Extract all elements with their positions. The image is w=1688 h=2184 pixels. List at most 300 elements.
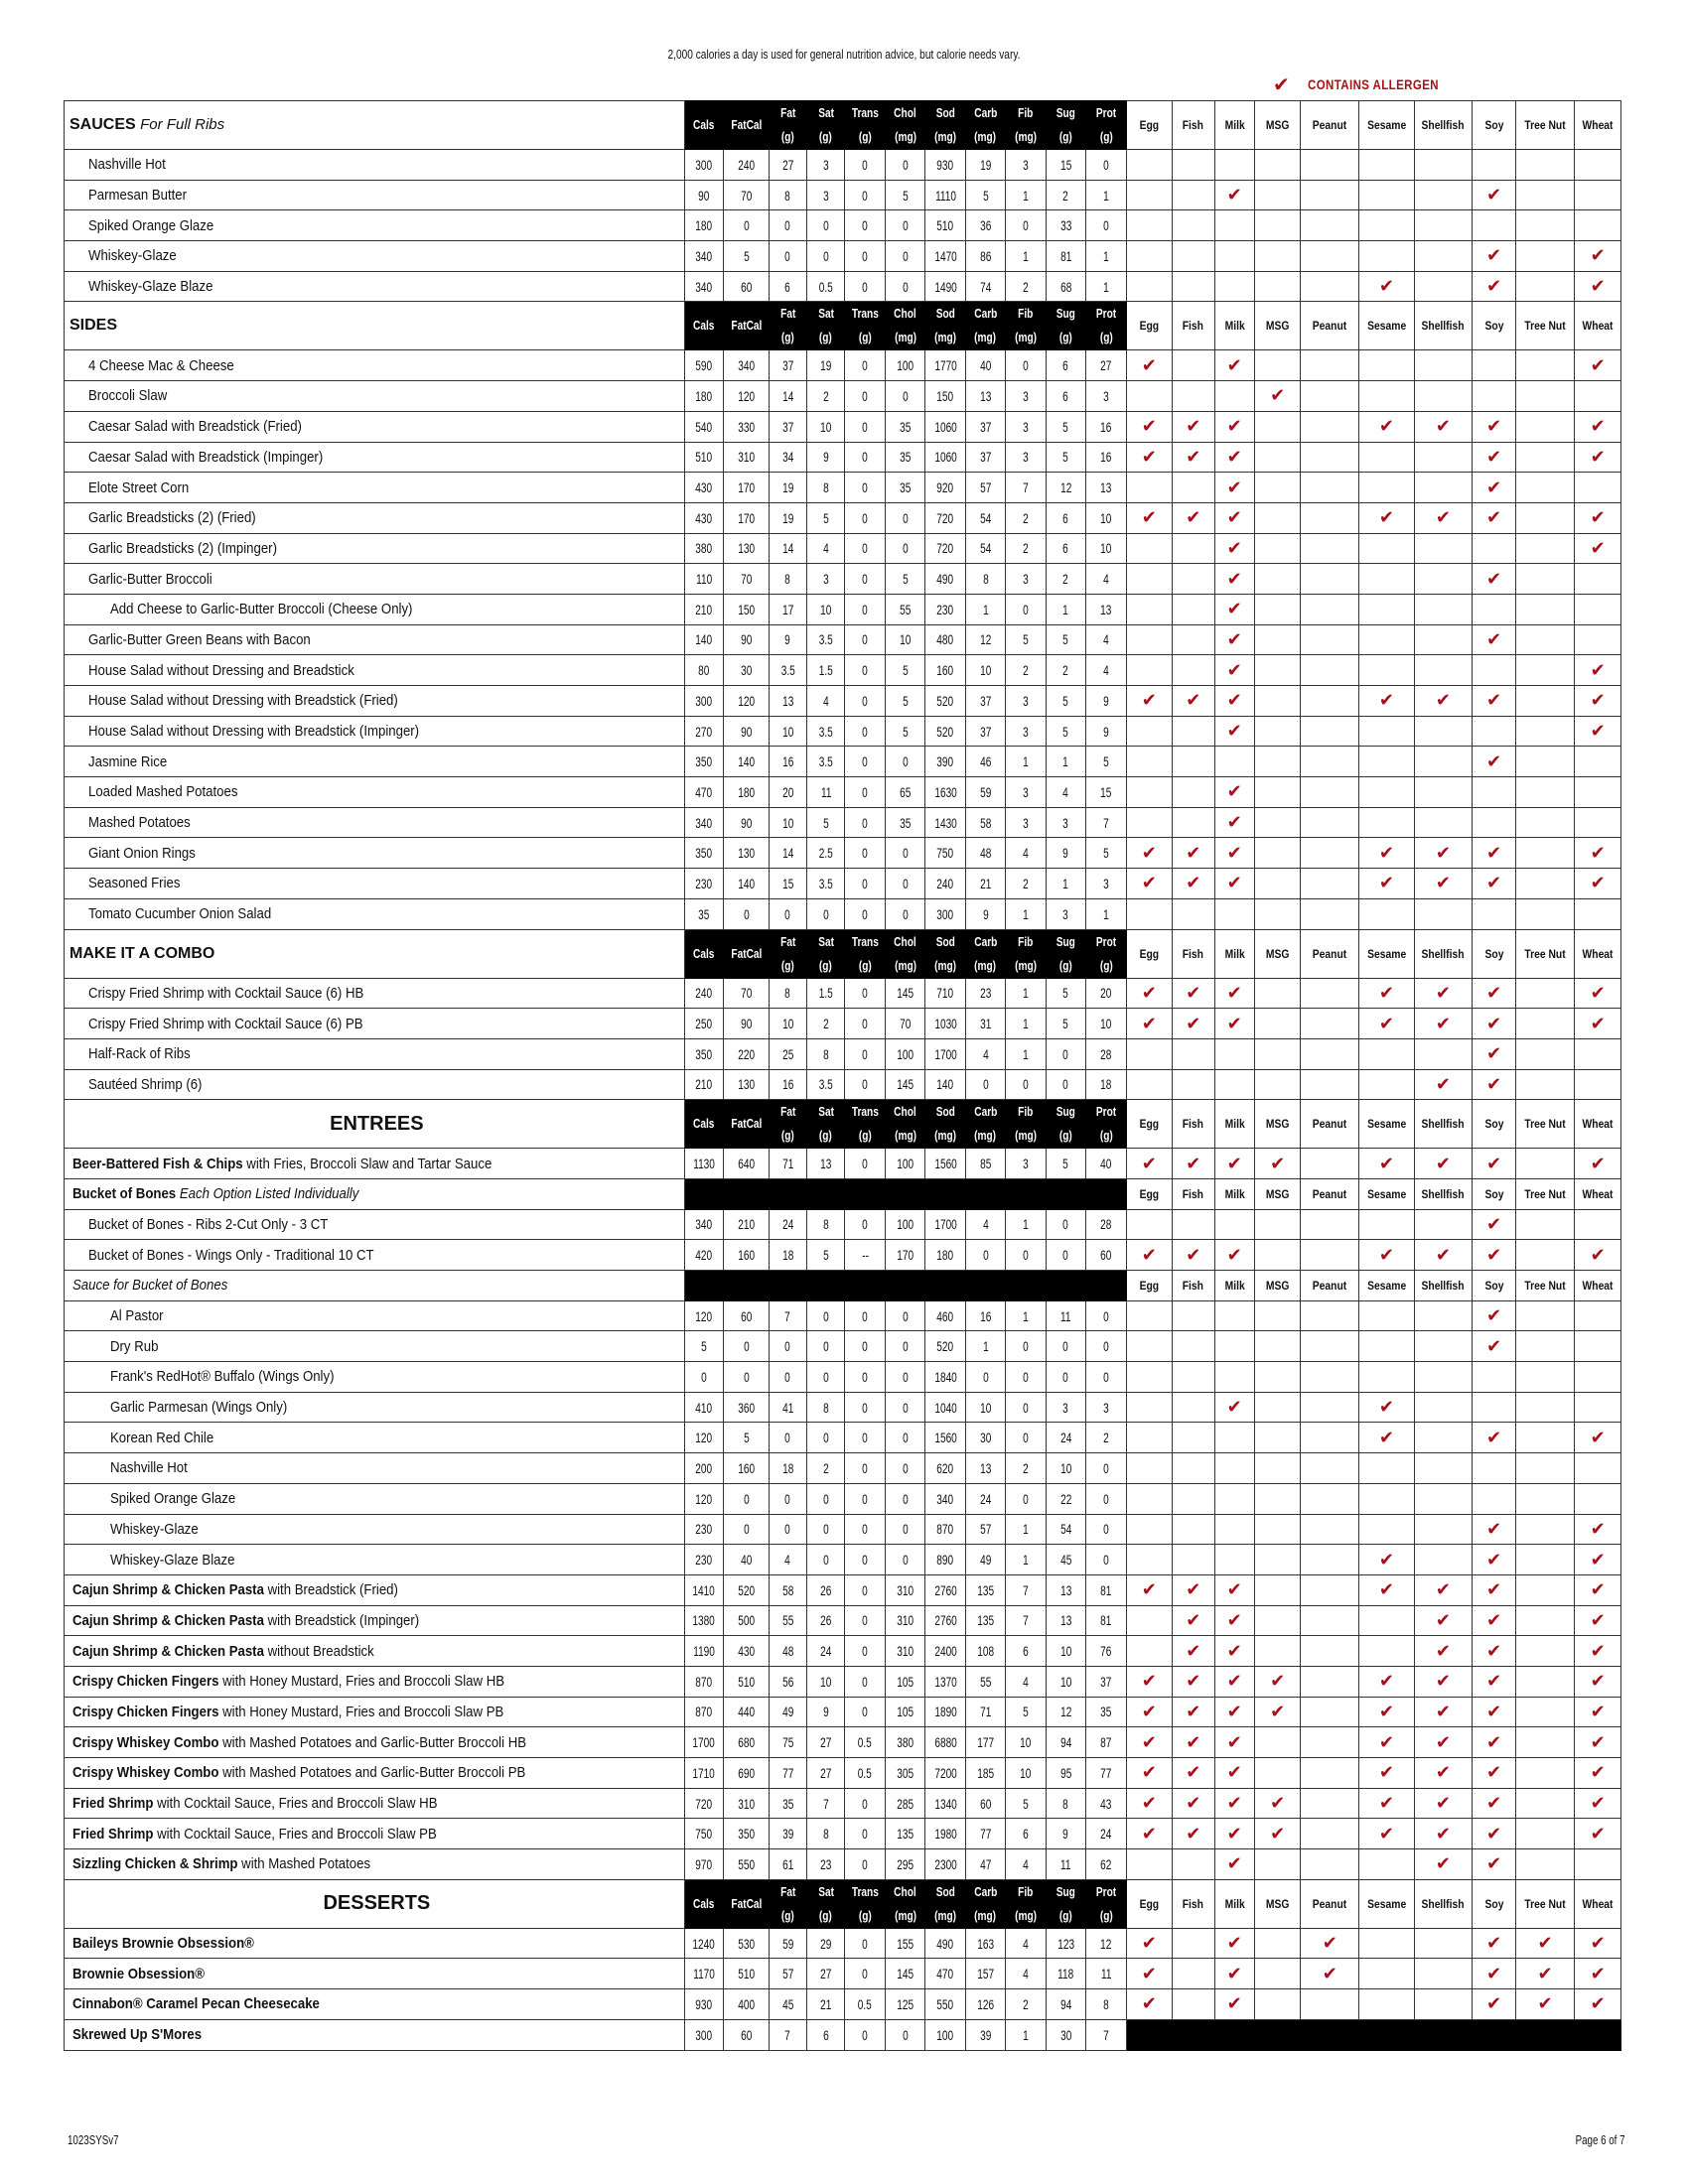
allergen-cell-shellfish <box>1414 1727 1473 1758</box>
nutrient-value-6 <box>925 1697 965 1727</box>
nutrient-value-text: 90 <box>740 1016 753 1032</box>
nutrient-value-8 <box>1006 241 1046 272</box>
nutrient-value-text: 1 <box>1103 187 1109 204</box>
item-name <box>65 381 685 412</box>
item-name-text <box>88 479 189 496</box>
nutrient-value-9 <box>1046 1959 1085 1989</box>
nutrient-value-text: 18 <box>781 1247 793 1264</box>
allergen-cell-fish <box>1173 1819 1214 1849</box>
check-icon: ✔ <box>1226 1731 1242 1752</box>
nutrient-header-unit: (g) <box>858 957 872 973</box>
nutrient-value-text: 5 <box>1103 753 1109 770</box>
allergen-cell-tree-nut <box>1515 1928 1575 1959</box>
nutrient-header-5 <box>885 1100 924 1149</box>
nutrient-value-text: 720 <box>695 1795 713 1812</box>
nutrient-value-2 <box>769 1483 806 1514</box>
nutrient-value-text: 0 <box>862 1521 869 1538</box>
nutrient-value-text: 5 <box>1023 1795 1029 1812</box>
allergen-header-label: Soy <box>1484 946 1503 961</box>
nutrient-value-5 <box>885 1788 924 1819</box>
nutrient-value-10 <box>1086 1959 1126 1989</box>
nutrient-value-text: 4 <box>982 1045 989 1062</box>
allergen-header-fish <box>1173 1879 1214 1928</box>
allergen-cell-tree-nut <box>1515 350 1575 381</box>
table-row <box>65 747 1621 777</box>
nutrient-value-text: 540 <box>695 418 713 435</box>
nutrient-value-10 <box>1086 1636 1126 1667</box>
nutrient-value-text: 68 <box>1059 278 1071 295</box>
item-name-text <box>88 509 256 526</box>
nutrient-value-2 <box>769 1849 806 1880</box>
nutrient-value-9 <box>1046 898 1085 929</box>
nutrient-value-4 <box>845 502 885 533</box>
nutrient-header-top: Trans <box>851 933 879 949</box>
nutrient-value-1 <box>724 271 769 302</box>
nutrient-value-3 <box>807 564 845 595</box>
allergen-cell-peanut <box>1301 502 1359 533</box>
allergen-cell-shellfish <box>1414 1392 1473 1423</box>
allergen-cell-tree-nut <box>1515 1697 1575 1727</box>
nutrient-value-8 <box>1006 1758 1046 1789</box>
nutrient-value-text: 120 <box>695 1307 713 1324</box>
nutrient-value-text: 0 <box>1103 1521 1109 1538</box>
allergen-cell-sesame <box>1359 1605 1415 1636</box>
section-header-row <box>65 302 1621 350</box>
allergen-cell-wheat <box>1575 686 1621 717</box>
allergen-cell-msg <box>1254 898 1301 929</box>
nutrient-value-8 <box>1006 180 1046 210</box>
nutrient-value-text: 37 <box>1100 1673 1112 1690</box>
nutrient-header-top: Sug <box>1055 1883 1075 1899</box>
allergen-cell-peanut <box>1301 1605 1359 1636</box>
check-icon: ✔ <box>1590 721 1606 742</box>
check-icon: ✔ <box>1322 1933 1337 1954</box>
table-row <box>65 241 1621 272</box>
nutrient-value-text: 0 <box>862 692 869 709</box>
subsection-black-bar <box>684 1178 1126 1209</box>
nutrient-value-text: 4 <box>1103 571 1109 588</box>
item-name-text <box>110 1307 164 1324</box>
nutrient-value-text: 120 <box>738 692 755 709</box>
item-name-text <box>72 1612 419 1629</box>
nutrient-value-text: 30 <box>740 662 753 679</box>
nutrient-value-text: 25 <box>781 1045 793 1062</box>
allergen-cell-milk <box>1214 1928 1254 1959</box>
allergen-cell-wheat <box>1575 624 1621 655</box>
nutrient-value-1 <box>724 1069 769 1100</box>
allergen-cell-shellfish <box>1414 271 1473 302</box>
nutrient-value-3 <box>807 1574 845 1605</box>
nutrient-value-text: 1980 <box>933 1826 957 1843</box>
nutrient-value-10 <box>1086 1697 1126 1727</box>
item-name-bold: Cajun Shrimp & Chicken Pasta <box>72 1611 264 1629</box>
nutrient-header-10 <box>1086 101 1126 150</box>
allergen-cell-peanut <box>1301 241 1359 272</box>
allergen-cell-sesame <box>1359 747 1415 777</box>
nutrient-value-text: 49 <box>979 1552 992 1569</box>
nutrient-value-8 <box>1006 898 1046 929</box>
nutrient-value-text: 0 <box>822 1430 829 1446</box>
table-row <box>65 716 1621 747</box>
nutrient-value-7 <box>965 838 1005 869</box>
allergen-cell-egg <box>1126 442 1173 473</box>
nutrient-header-unit: (g) <box>1058 129 1072 144</box>
nutrient-value-9 <box>1046 1362 1085 1393</box>
allergen-cell-fish <box>1173 624 1214 655</box>
nutrient-value-1 <box>724 150 769 181</box>
nutrient-value-3 <box>807 1545 845 1575</box>
check-icon: ✔ <box>1435 1671 1452 1692</box>
allergen-cell-msg <box>1254 350 1301 381</box>
nutrient-value-2 <box>769 1989 806 2020</box>
allergen-header-msg <box>1254 1100 1301 1149</box>
allergen-cell-fish <box>1173 686 1214 717</box>
nutrient-value-2 <box>769 1959 806 1989</box>
nutrient-value-text: 1700 <box>933 1045 957 1062</box>
allergen-cell-msg <box>1254 747 1301 777</box>
nutrient-value-1 <box>724 533 769 564</box>
allergen-cell-msg <box>1254 1788 1301 1819</box>
nutrient-value-8 <box>1006 502 1046 533</box>
nutrient-value-text: 37 <box>979 692 992 709</box>
nutrient-value-text: 0 <box>1023 1076 1029 1093</box>
nutrient-value-text: 60 <box>979 1795 992 1812</box>
nutrient-value-10 <box>1086 869 1126 899</box>
allergen-cell-msg <box>1254 381 1301 412</box>
allergen-cell-wheat <box>1575 1666 1621 1697</box>
nutrient-value-0 <box>684 350 723 381</box>
check-icon: ✔ <box>1435 1073 1452 1094</box>
nutrient-value-2 <box>769 624 806 655</box>
nutrient-value-2 <box>769 180 806 210</box>
nutrient-value-9 <box>1046 716 1085 747</box>
check-icon: ✔ <box>1435 1762 1452 1783</box>
nutrient-value-text: 210 <box>738 1216 755 1233</box>
nutrient-header-top: Fat <box>779 1883 795 1899</box>
nutrient-value-text: 10 <box>1059 1459 1071 1476</box>
allergen-cell-shellfish <box>1414 1636 1473 1667</box>
nutrient-value-text: 2 <box>1023 278 1029 295</box>
nutrient-value-text: 135 <box>897 1826 914 1843</box>
nutrient-value-0 <box>684 1758 723 1789</box>
allergen-cell-soy <box>1473 1959 1515 1989</box>
nutrient-value-text: 0 <box>862 1704 869 1720</box>
allergen-cell-egg <box>1126 1928 1173 1959</box>
allergen-cell-fish <box>1173 1240 1214 1271</box>
nutrient-value-text: 35 <box>900 449 912 466</box>
item-name-text <box>88 217 213 234</box>
check-icon: ✔ <box>1485 1244 1502 1265</box>
check-icon: ✔ <box>1141 1579 1157 1600</box>
nutrient-value-8 <box>1006 747 1046 777</box>
nutrient-value-1 <box>724 777 769 808</box>
item-name-detail: with Honey Mustard, Fries and Broccoli Slaw HB <box>218 1673 505 1691</box>
allergen-cell-peanut <box>1301 1574 1359 1605</box>
allergen-cell-fish <box>1173 1788 1214 1819</box>
nutrient-value-text: 12 <box>1100 1935 1112 1952</box>
nutrient-header-unit: (mg) <box>894 1128 916 1144</box>
item-name-text <box>88 540 277 557</box>
nutrient-value-8 <box>1006 533 1046 564</box>
allergen-cell-soy <box>1473 1300 1515 1331</box>
check-icon: ✔ <box>1485 1518 1502 1539</box>
item-name-detail: Mashed Potatoes <box>88 814 191 832</box>
allergen-cell-wheat <box>1575 1423 1621 1453</box>
allergen-cell-wheat <box>1575 1605 1621 1636</box>
allergen-header-shellfish <box>1414 1178 1473 1209</box>
allergen-cell-msg <box>1254 1819 1301 1849</box>
nutrient-header-top: Sug <box>1055 105 1075 120</box>
nutrient-value-text: 1040 <box>933 1399 957 1416</box>
nutrient-value-10 <box>1086 1605 1126 1636</box>
nutrient-header-unit: (mg) <box>974 957 997 973</box>
check-icon: ✔ <box>1273 73 1290 96</box>
nutrient-value-text: 0 <box>862 387 869 404</box>
nutrient-value-7 <box>965 1392 1005 1423</box>
nutrient-value-text: 13 <box>781 692 793 709</box>
nutrient-value-5 <box>885 1392 924 1423</box>
nutrient-value-3 <box>807 1069 845 1100</box>
allergen-cell-peanut <box>1301 1453 1359 1484</box>
nutrient-header-9 <box>1046 101 1085 150</box>
allergen-header-label: Milk <box>1224 1278 1245 1293</box>
allergen-cell-fish <box>1173 807 1214 838</box>
nutrient-value-4 <box>845 1928 885 1959</box>
subsection-header-row <box>65 1178 1621 1209</box>
nutrient-value-5 <box>885 210 924 241</box>
allergen-cell-milk <box>1214 1666 1254 1697</box>
allergen-cell-peanut <box>1301 1240 1359 1271</box>
nutrient-value-8 <box>1006 1849 1046 1880</box>
allergen-cell-fish <box>1173 1453 1214 1484</box>
nutrient-value-0 <box>684 1392 723 1423</box>
allergen-header-msg <box>1254 1271 1301 1301</box>
item-name <box>65 1788 685 1819</box>
nutrient-value-text: 1410 <box>692 1581 716 1598</box>
nutrient-value-text: 4 <box>1062 783 1069 800</box>
nutrient-value-text: 3 <box>1103 1399 1109 1416</box>
nutrient-value-text: 0.5 <box>858 1995 873 2012</box>
nutrient-value-text: 28 <box>1100 1216 1112 1233</box>
allergen-cell-peanut <box>1301 807 1359 838</box>
allergen-cell-egg <box>1126 624 1173 655</box>
allergen-cell-shellfish <box>1414 1849 1473 1880</box>
item-name-detail: Seasoned Fries <box>88 875 181 892</box>
nutrient-value-5 <box>885 1514 924 1545</box>
nutrient-value-6 <box>925 533 965 564</box>
allergen-cell-sesame <box>1359 1300 1415 1331</box>
check-icon: ✔ <box>1485 1549 1502 1570</box>
nutrient-value-text: 870 <box>695 1704 713 1720</box>
nutrient-value-text: 60 <box>740 1307 753 1324</box>
allergen-cell-egg <box>1126 210 1173 241</box>
item-name-detail: Caesar Salad with Breadstick (Impinger) <box>88 448 324 466</box>
allergen-cell-peanut <box>1301 1758 1359 1789</box>
item-name-text <box>88 187 187 204</box>
table-row <box>65 1788 1621 1819</box>
nutrient-value-text: 0 <box>862 1612 869 1629</box>
allergen-cell-tree-nut <box>1515 807 1575 838</box>
check-icon: ✔ <box>1226 1853 1242 1874</box>
allergen-header-msg <box>1254 1178 1301 1209</box>
nutrient-value-text: 10 <box>1020 1764 1032 1781</box>
nutrient-value-10 <box>1086 1240 1126 1271</box>
nutrient-header-8 <box>1006 302 1046 350</box>
table-row <box>65 180 1621 210</box>
nutrient-value-text: 27 <box>781 156 793 173</box>
item-name-bold: Crispy Whiskey Combo <box>72 1733 219 1751</box>
allergen-cell-tree-nut <box>1515 1069 1575 1100</box>
section-title-text: ENTREES <box>330 1112 424 1135</box>
nutrient-value-text: 500 <box>738 1612 755 1629</box>
check-icon: ✔ <box>1485 1762 1502 1783</box>
item-name <box>65 1038 685 1069</box>
nutrient-value-1 <box>724 502 769 533</box>
nutrient-value-text: 1 <box>982 601 989 617</box>
nutrient-value-text: 43 <box>1100 1795 1112 1812</box>
nutrient-value-text: 490 <box>936 571 954 588</box>
nutrient-value-text: 3 <box>1062 1399 1069 1416</box>
nutrient-value-text: 3 <box>1103 875 1109 891</box>
nutrient-value-7 <box>965 747 1005 777</box>
item-name <box>65 564 685 595</box>
nutrient-value-7 <box>965 502 1005 533</box>
check-icon: ✔ <box>1141 842 1157 863</box>
allergen-header-label: Egg <box>1139 1278 1160 1293</box>
nutrient-value-5 <box>885 1989 924 2020</box>
item-name <box>65 1574 685 1605</box>
nutrient-value-7 <box>965 473 1005 503</box>
item-name <box>65 442 685 473</box>
nutrient-value-text: 2 <box>822 1016 829 1032</box>
section-header-row <box>65 929 1621 978</box>
nutrient-value-0 <box>684 1453 723 1484</box>
item-name-detail: Korean Red Chile <box>110 1429 214 1446</box>
nutrient-value-text: 530 <box>738 1935 755 1952</box>
nutrient-value-2 <box>769 2019 806 2050</box>
subsection-header-row <box>65 1271 1621 1301</box>
nutrient-value-9 <box>1046 1605 1085 1636</box>
table-row <box>65 1928 1621 1959</box>
allergen-cell-sesame <box>1359 1959 1415 1989</box>
nutrient-value-5 <box>885 716 924 747</box>
nutrient-header-top: Sat <box>817 105 834 120</box>
nutrient-value-text: 180 <box>695 217 713 234</box>
nutrient-value-text: 21 <box>979 875 992 891</box>
nutrient-value-1 <box>724 716 769 747</box>
allergen-header-label: Shellfish <box>1421 946 1465 961</box>
allergen-cell-milk <box>1214 1069 1254 1100</box>
item-name-detail: with Mashed Potatoes and Garlic-Butter Broccoli PB <box>218 1764 526 1782</box>
nutrient-value-3 <box>807 1666 845 1697</box>
nutrient-value-8 <box>1006 1605 1046 1636</box>
nutrient-value-text: 4 <box>822 540 829 557</box>
item-name-bold: Crispy Chicken Fingers <box>72 1673 219 1691</box>
allergen-cell-milk <box>1214 1819 1254 1849</box>
check-icon: ✔ <box>1226 1933 1242 1954</box>
nutrient-value-4 <box>845 1453 885 1484</box>
allergen-cell-milk <box>1214 624 1254 655</box>
nutrient-value-text: 2400 <box>933 1643 957 1660</box>
nutrient-value-10 <box>1086 241 1126 272</box>
nutrient-value-text: 0 <box>784 247 791 264</box>
check-icon: ✔ <box>1270 385 1286 406</box>
nutrient-value-text: 0 <box>902 875 909 891</box>
allergen-cell-egg <box>1126 1989 1173 2020</box>
nutrient-value-4 <box>845 350 885 381</box>
nutrient-value-text: 470 <box>695 783 713 800</box>
allergen-cell-milk <box>1214 1788 1254 1819</box>
nutrient-value-text: 6 <box>1023 1826 1029 1843</box>
allergen-cell-shellfish <box>1414 898 1473 929</box>
nutrient-value-6 <box>925 442 965 473</box>
allergen-cell-peanut <box>1301 150 1359 181</box>
nutrient-value-text: 1190 <box>693 1643 715 1660</box>
allergen-cell-soy <box>1473 716 1515 747</box>
nutrient-header-6 <box>925 1879 965 1928</box>
nutrient-header-8 <box>1006 1100 1046 1149</box>
nutrient-value-7 <box>965 1727 1005 1758</box>
nutrient-value-4 <box>845 1788 885 1819</box>
check-icon: ✔ <box>1141 446 1157 467</box>
allergen-cell-shellfish <box>1414 1545 1473 1575</box>
allergen-cell-fish <box>1173 1300 1214 1331</box>
nutrient-header-1 <box>724 1100 769 1149</box>
nutrient-value-9 <box>1046 442 1085 473</box>
nutrient-value-7 <box>965 1240 1005 1271</box>
allergen-cell-fish <box>1173 381 1214 412</box>
nutrient-value-text: 0 <box>822 1521 829 1538</box>
allergen-cell-egg <box>1126 241 1173 272</box>
allergen-header-soy <box>1473 1271 1515 1301</box>
nutrient-header-label: FatCal <box>730 318 762 334</box>
nutrient-value-text: 340 <box>695 814 713 831</box>
allergen-cell-shellfish <box>1414 1989 1473 2020</box>
nutrient-value-5 <box>885 473 924 503</box>
allergen-header-label: MSG <box>1265 319 1290 334</box>
nutrient-value-text: 4 <box>1103 662 1109 679</box>
allergen-cell-milk <box>1214 655 1254 686</box>
nutrient-value-text: 1560 <box>933 1156 957 1172</box>
nutrient-value-text: 0 <box>743 1521 750 1538</box>
nutrient-value-1 <box>724 1392 769 1423</box>
allergen-header-wheat <box>1575 302 1621 350</box>
check-icon: ✔ <box>1435 1853 1452 1874</box>
nutrient-header-4 <box>845 101 885 150</box>
allergen-cell-tree-nut <box>1515 686 1575 717</box>
allergen-cell-milk <box>1214 594 1254 624</box>
nutrient-value-text: 28 <box>1100 1045 1112 1062</box>
allergen-cell-peanut <box>1301 1009 1359 1039</box>
nutrient-value-2 <box>769 1009 806 1039</box>
nutrient-value-8 <box>1006 624 1046 655</box>
nutrient-value-text: 3 <box>1023 571 1029 588</box>
allergen-cell-shellfish <box>1414 241 1473 272</box>
nutrient-value-9 <box>1046 241 1085 272</box>
nutrient-value-text: 26 <box>820 1612 832 1629</box>
nutrient-value-2 <box>769 716 806 747</box>
nutrient-value-text: 340 <box>695 1216 713 1233</box>
nutrient-value-text: 2 <box>1103 1430 1109 1446</box>
allergen-cell-wheat <box>1575 1545 1621 1575</box>
check-icon: ✔ <box>1141 1013 1157 1033</box>
nutrient-value-text: 520 <box>936 692 954 709</box>
nutrient-value-6 <box>925 1758 965 1789</box>
nutrient-value-text: 23 <box>979 985 992 1002</box>
allergen-cell-sesame <box>1359 1545 1415 1575</box>
allergen-cell-sesame <box>1359 1636 1415 1667</box>
nutrient-value-5 <box>885 624 924 655</box>
